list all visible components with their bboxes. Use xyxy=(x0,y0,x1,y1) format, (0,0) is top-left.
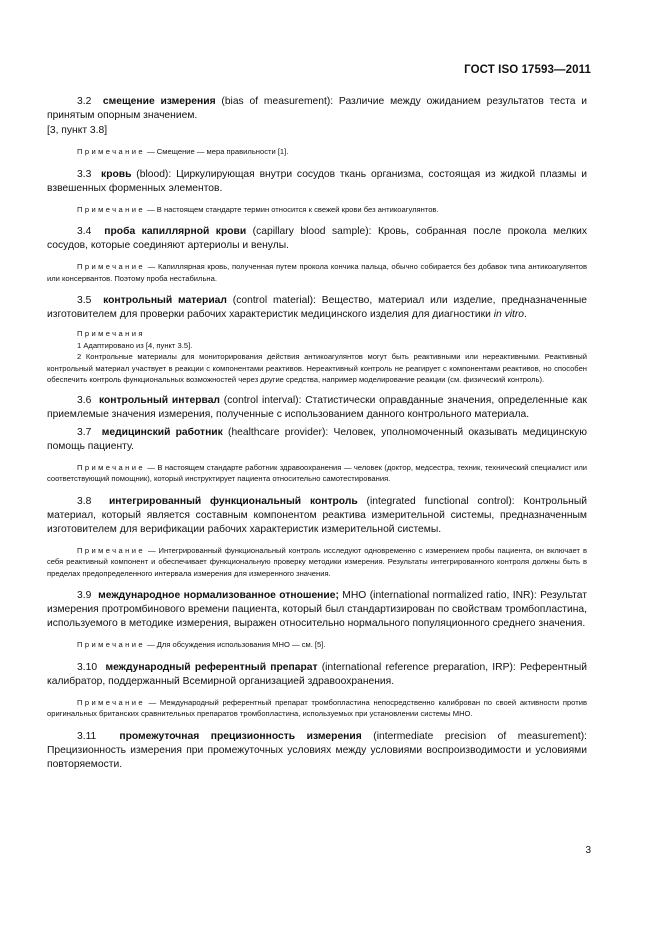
document-body xyxy=(47,95,587,776)
term-number: 3.5 xyxy=(77,295,92,306)
note-text: — Международный референтный препарат тромбопластина непосредственно калиброван по своей активности против оригинальных британских сравнительных препаратов тромбопластина, используемых при установлении системы МНО. xyxy=(47,697,587,718)
term-definition: (healthcare provider): Человек, уполномоченный оказывать медицинскую помощь пациенту. xyxy=(47,426,587,452)
term-entry-3-4 xyxy=(47,225,587,253)
term-definition: МНО (international normalized ratio, INR): Результат измерения протромбинового времени пациента, который был стандартизирован по свойствам тромбопластина, используемого в методике измерения, выражен относительно нормального популяционного среднего значения. xyxy=(47,590,587,629)
term-entry-3-7 xyxy=(47,426,587,454)
term-title: кровь xyxy=(101,168,132,180)
term-definition-end: . xyxy=(524,309,527,320)
term-number: 3.6 xyxy=(77,394,92,406)
note-3-2 xyxy=(47,146,587,158)
term-definition: (international reference preparation, IRP): Референтный калибратор, поддержанный Всемирной организацией здравоохранения. xyxy=(47,661,587,687)
term-definition-italic: in vitro xyxy=(493,309,525,320)
note-3-8 xyxy=(47,545,587,580)
note-text: — Интегрированный функциональный контроль исследуют одновременно с измерением пробы пациента, он включает в себя реактивный компонент и обеспечивает функциональную проверку методики измерения. Результаты интегрированного контроля должны быть в пределах предопределенного интервала измерения для измеренного значения. xyxy=(47,545,587,578)
term-number: 3.7 xyxy=(77,426,92,438)
term-title: проба капиллярной крови xyxy=(104,226,247,237)
term-number: 3.4 xyxy=(77,226,92,237)
term-entry-3-5 xyxy=(47,294,587,322)
term-title: контрольный интервал xyxy=(98,394,220,406)
term-number: 3.2 xyxy=(77,96,92,107)
term-definition: (control material): Вещество, материал или изделие, предназначенные изготовителем для проверки рабочих характеристик медицинского изделия для диагностики xyxy=(47,295,587,320)
note-label: Примечание xyxy=(77,147,145,156)
term-title: смещение измерения xyxy=(102,96,216,107)
term-number: 3.8 xyxy=(77,495,92,507)
note-label: Примечание xyxy=(77,640,145,649)
term-title: международное нормализованное отношение; xyxy=(98,590,339,601)
term-entry-3-2 xyxy=(47,95,587,123)
term-reference: [3, пункт 3.8] xyxy=(47,125,108,136)
term-entry-3-6 xyxy=(47,394,587,422)
note-3-4 xyxy=(47,261,587,284)
note-text: — Капиллярная кровь, полученная путем прокола кончика пальца, обычно собирается без добавок типа антикоагулянтов или консервантов. Поэтому проба нестабильна. xyxy=(47,262,587,283)
term-number: 3.11 xyxy=(77,730,97,742)
term-number: 3.10 xyxy=(77,661,98,673)
term-entry-3-11 xyxy=(47,730,587,772)
note-3-7 xyxy=(47,462,587,485)
term-definition: (capillary blood sample): Кровь, собранная после прокола мелких сосудов, которые соединяют артериолы и венулы. xyxy=(47,226,587,251)
term-definition: (intermediate precision of measurement): Прецизионность измерения при промежуточных условиях между условиями воспроизводимости и условиями повторяемости. xyxy=(47,730,587,770)
term-title: контрольный материал xyxy=(103,295,227,306)
note-label: Примечание xyxy=(77,545,145,555)
term-title: промежуточная прецизионность измерения xyxy=(119,730,362,742)
term-number: 3.3 xyxy=(77,168,92,180)
note-label: Примечание xyxy=(77,262,145,271)
note-label: Примечание xyxy=(77,697,145,707)
note-item: 1 Адаптировано из [4, пункт 3.5]. xyxy=(77,340,193,350)
standard-header: ГОСТ ISO 17593—2011 xyxy=(464,64,591,76)
term-title: медицинский работник xyxy=(101,426,223,438)
term-number: 3.9 xyxy=(77,590,92,601)
note-text: — В настоящем стандарте термин относится к свежей крови без антикоагулянтов. xyxy=(144,204,439,214)
note-3-3 xyxy=(47,204,587,216)
term-definition: (integrated functional control): Контрольный материал, который является составным компонентом реактива измерительной системы, предназначенным изготовителем для верификации рабочих характеристик измерительной системы. xyxy=(47,495,587,535)
term-title: международный референтный препарат xyxy=(105,661,318,673)
page-number: 3 xyxy=(585,845,591,856)
term-title: интегрированный функциональный контроль xyxy=(108,495,358,507)
term-entry-3-9 xyxy=(47,589,587,631)
term-entry-3-3 xyxy=(47,168,587,196)
term-definition: (control interval): Статистически оправданные значения, определенные как приемлемые значения измерения, полученные с использованием данного контрольного материала. xyxy=(47,394,587,420)
note-label: Примечание xyxy=(77,204,145,214)
term-definition: (blood): Циркулирующая внутри сосудов ткань организма, состоящая из жидкой плазмы и взвешенных форменных элементов. xyxy=(47,168,587,194)
notes-heading: Примечания xyxy=(77,329,145,338)
note-3-10 xyxy=(47,697,587,720)
note-item: 2 Контрольные материалы для мониторирования действия антикоагулянтов могут быть реактивными или нереактивными. Реактивный контрольный материал участвует в реакции с компонентами реактивов. Нереактивный контроль не реагирует с компонентами реактивов, но способен обеспечить контроль функциональных возможностей через другие средства, например моделирование реакции (см. физический контроль). xyxy=(47,352,587,384)
term-entry-3-10 xyxy=(47,661,587,689)
note-text: — Смещение — мера правильности [1]. xyxy=(144,147,289,156)
note-3-9 xyxy=(47,639,587,651)
note-label: Примечание xyxy=(77,462,145,472)
term-entry-3-8 xyxy=(47,495,587,537)
note-text: — В настоящем стандарте работник здравоохранения — человек (доктор, медсестра, техник, технический специалист или соответствующий помощник), который инструктирует пациента относительно самотестирования. xyxy=(47,462,587,483)
note-text: — Для обсуждения использования МНО — см. [5]. xyxy=(144,640,326,649)
term-definition: (bias of measurement): Различие между ожиданием результатов теста и принятым опорным значением. xyxy=(47,96,587,121)
